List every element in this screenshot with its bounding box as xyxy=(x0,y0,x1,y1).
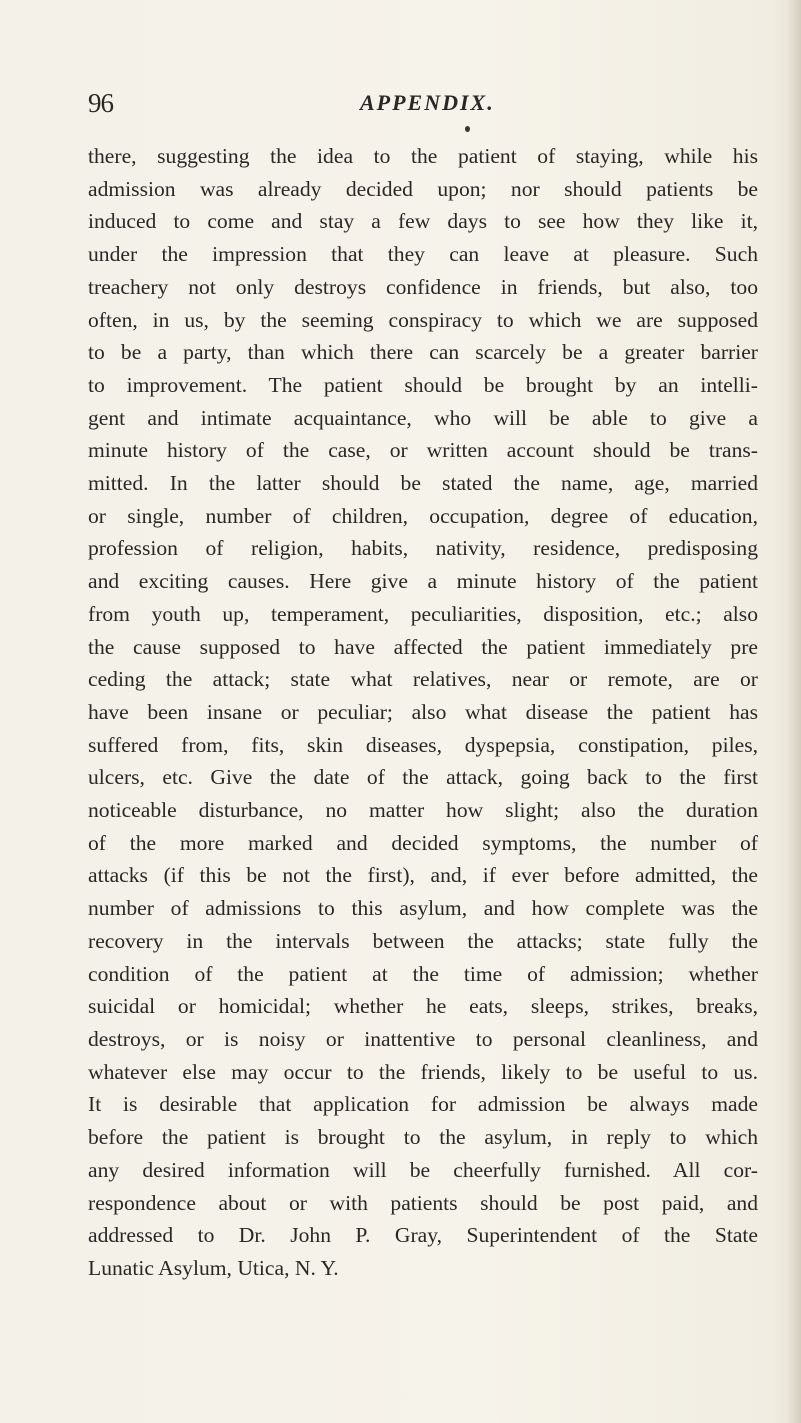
text-line: there, suggesting the idea to the patient of staying, while his xyxy=(88,144,758,168)
text-line: under the impression that they can leave at pleasure. Such xyxy=(88,242,758,267)
text-line: mitted. In the latter should be stated the name, age, married xyxy=(88,471,758,496)
text-line: whatever else may occur to the friends, likely to be useful to us. xyxy=(88,1059,758,1084)
text-line: induced to come and stay a few days to see how they like it, xyxy=(88,209,758,234)
text-line: of the more marked and decided symptoms, the number of xyxy=(88,830,758,855)
page-edge-shadow xyxy=(787,0,801,1423)
text-line: treachery not only destroys confidence in friends, but also, too xyxy=(88,274,758,299)
text-line: respondence about or with patients should be post paid, and xyxy=(88,1190,758,1215)
body-paragraph xyxy=(88,140,758,1285)
text-line: ceding the attack; state what relatives, near or remote, are or xyxy=(88,667,758,692)
text-line: often, in us, by the seeming conspiracy to which we are supposed xyxy=(88,307,758,332)
text-line: to improvement. The patient should be brought by an intelli- xyxy=(88,372,758,397)
text-line: admission was already decided upon; nor should patients be xyxy=(88,176,758,201)
text-line: and exciting causes. Here give a minute history of the patient xyxy=(88,569,758,594)
text-line: profession of religion, habits, nativity, residence, predisposing xyxy=(88,536,758,561)
text-line: condition of the patient at the time of admission; whether xyxy=(88,961,758,986)
text-line: destroys, or is noisy or inattentive to personal cleanliness, and xyxy=(88,1026,758,1051)
text-line: have been insane or peculiar; also what disease the patient has xyxy=(88,699,758,724)
text-line: Lunatic Asylum, Utica, N. Y. xyxy=(88,1255,339,1280)
ink-speck xyxy=(465,126,470,132)
text-line: gent and intimate acquaintance, who will be able to give a xyxy=(88,405,758,430)
page-number: 96 xyxy=(88,88,113,118)
text-line: before the patient is brought to the asylum, in reply to which xyxy=(88,1125,758,1150)
text-line: minute history of the case, or written account should be trans- xyxy=(88,438,758,463)
page-header xyxy=(88,88,728,124)
text-line: addressed to Dr. John P. Gray, Superintendent of the State xyxy=(88,1223,758,1248)
text-line: from youth up, temperament, peculiarities, disposition, etc.; also xyxy=(88,601,758,626)
text-line: to be a party, than which there can scarcely be a greater barrier xyxy=(88,340,758,365)
text-line: number of admissions to this asylum, and how complete was the xyxy=(88,896,758,921)
text-line: recovery in the intervals between the attacks; state fully the xyxy=(88,928,758,953)
text-line: the cause supposed to have affected the patient immediately pre xyxy=(88,634,758,659)
text-line: ulcers, etc. Give the date of the attack, going back to the first xyxy=(88,765,758,790)
text-line: any desired information will be cheerfully furnished. All cor- xyxy=(88,1157,758,1182)
running-head: APPENDIX. xyxy=(360,90,495,115)
text-line: It is desirable that application for admission be always made xyxy=(88,1092,758,1117)
text-line: suffered from, fits, skin diseases, dyspepsia, constipation, piles, xyxy=(88,732,758,757)
text-line: or single, number of children, occupation, degree of education, xyxy=(88,503,758,528)
text-line: noticeable disturbance, no matter how slight; also the duration xyxy=(88,798,758,823)
text-line: attacks (if this be not the first), and, if ever before admitted, the xyxy=(88,863,758,888)
text-line: suicidal or homicidal; whether he eats, sleeps, strikes, breaks, xyxy=(88,994,758,1019)
